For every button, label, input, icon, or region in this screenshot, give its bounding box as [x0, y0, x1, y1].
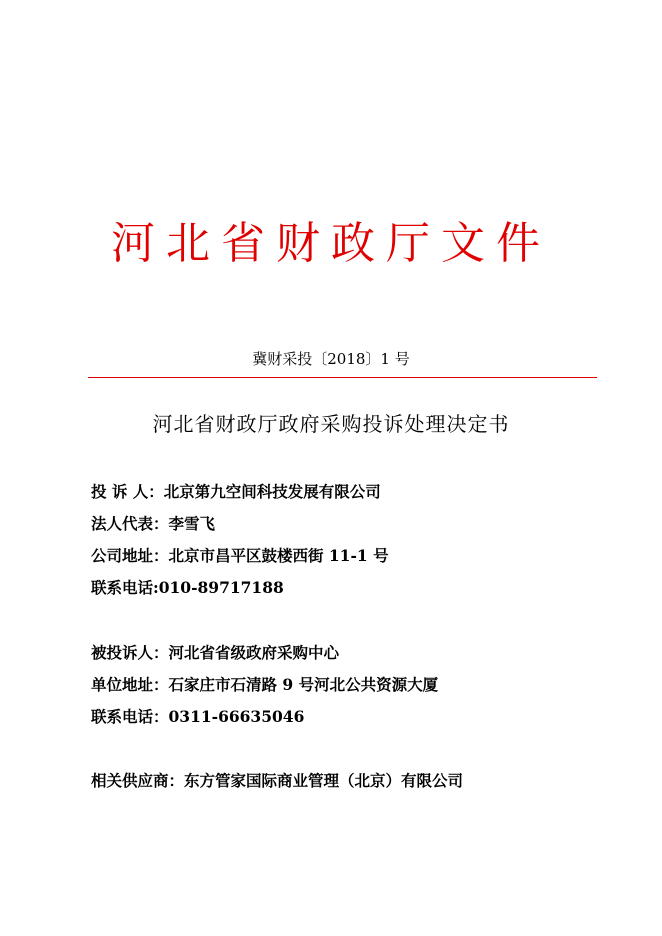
complainant-legal-rep: 法人代表：李雪飞 — [91, 514, 216, 533]
complainant-phone: 联系电话:010-89717188 — [91, 578, 284, 597]
header-divider — [88, 377, 597, 378]
complainant-name: 投 诉 人：北京第九空间科技发展有限公司 — [91, 482, 381, 501]
complainant-section — [91, 476, 389, 604]
respondent-address: 单位地址：石家庄市石清路 9 号河北公共资源大厦 — [91, 675, 439, 694]
document-header-title: 河北省财政厅文件 — [111, 218, 551, 269]
complainant-address: 公司地址：北京市昌平区鼓楼西街 11-1 号 — [91, 546, 389, 565]
document-number: 冀财采投〔2018〕1 号 — [252, 350, 410, 368]
supplier-section — [91, 765, 463, 797]
respondent-section — [91, 637, 438, 733]
respondent-phone: 联系电话：0311-66635046 — [91, 707, 305, 726]
related-supplier: 相关供应商：东方管家国际商业管理（北京）有限公司 — [91, 771, 464, 790]
respondent-name: 被投诉人：河北省省级政府采购中心 — [91, 643, 340, 662]
decision-title: 河北省财政厅政府采购投诉处理决定书 — [152, 412, 510, 436]
